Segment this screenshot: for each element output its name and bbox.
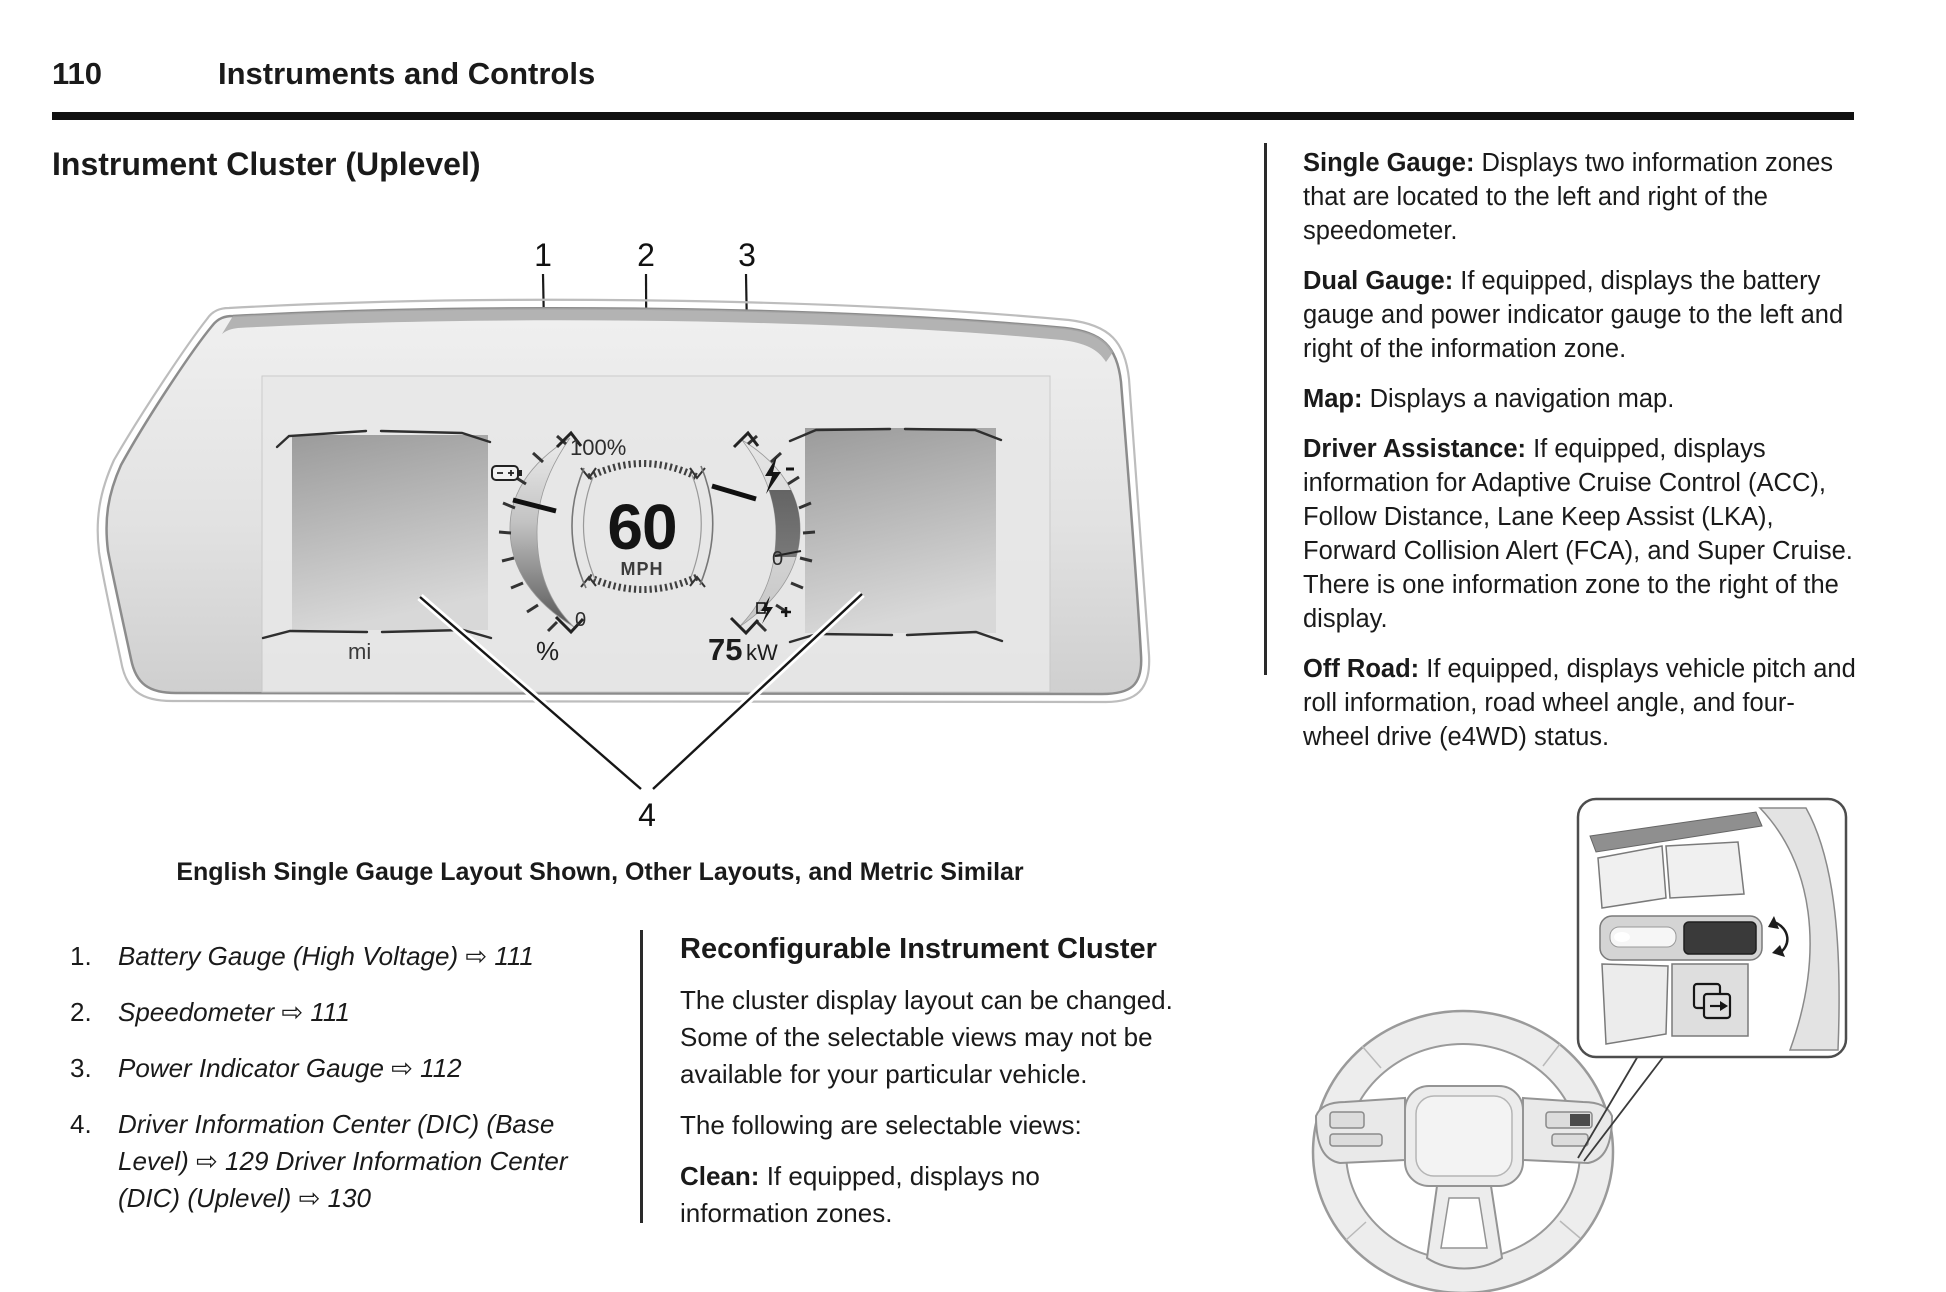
view-lead: Single Gauge: <box>1303 149 1475 177</box>
battery-min-label: 0 <box>575 609 587 631</box>
callout-4-label: 4 <box>638 797 656 833</box>
wheel-lower-spoke-cutout <box>1441 1198 1487 1248</box>
legend-item-1 <box>70 926 630 975</box>
power-unit: kW <box>746 640 778 665</box>
wheel-left-spoke <box>1316 1098 1405 1163</box>
right-info-zone <box>790 428 1002 642</box>
speed-unit: MPH <box>620 559 664 579</box>
left-info-zone-area <box>292 435 488 630</box>
left-spoke-button <box>1330 1134 1382 1146</box>
view-lead: Map: <box>1303 385 1363 413</box>
view-text: Displays a navigation map. <box>1362 385 1675 413</box>
wheel-right-spoke <box>1523 1098 1612 1163</box>
legend-item-text: Speedometer ⇨ 111 <box>118 997 350 1027</box>
right-info-zone-area <box>805 428 996 633</box>
view-lead: Off Road: <box>1303 655 1420 683</box>
legend-item-number: 3. <box>70 1053 92 1083</box>
reconfigurable-section <box>680 932 1195 1246</box>
legend-item-number: 2. <box>70 997 92 1027</box>
selectable-views-section <box>1303 146 1856 770</box>
steering-wheel <box>1313 1011 1613 1292</box>
view-lead: Driver Assistance: <box>1303 435 1527 463</box>
legend-item-text: Power Indicator Gauge ⇨ 112 <box>118 1053 462 1083</box>
view-dual-gauge <box>1303 264 1856 366</box>
legend-item-text: Driver Information Center (DIC) (Base Level) ⇨ 129 Driver Information Center (DIC) (Uplevel) ⇨ 130 <box>118 1109 568 1213</box>
view-map <box>1303 382 1856 416</box>
inset-top-button-right <box>1666 842 1744 898</box>
steering-wheel-figure <box>1290 772 1946 1292</box>
inset-bottom-button-left <box>1602 964 1668 1044</box>
view-off-road <box>1303 652 1856 754</box>
figure-caption: English Single Gauge Layout Shown, Other Layouts, and Metric Similar <box>176 858 1024 886</box>
inset-rocker-highlight <box>1614 932 1630 942</box>
page-number: 110 <box>52 56 103 91</box>
view-driver-assistance <box>1303 432 1856 636</box>
view-text: If equipped, displays vehicle pitch and roll information, road wheel angle, and four-wheel drive (e4WD) status. <box>1303 655 1856 751</box>
legend-item-3 <box>70 1050 630 1087</box>
controls-inset <box>1578 799 1846 1161</box>
view-text: If equipped, displays information for Adaptive Cruise Control (ACC), Follow Distance, Lane Keep Assist (LKA), Forward Collision Alert (FCA), and Super Cruise. There is one information zone to the right of the display. <box>1303 435 1853 633</box>
legend-item-4 <box>70 1106 630 1217</box>
wheel-airbag-pad <box>1416 1096 1512 1176</box>
callout-3-label: 3 <box>738 237 756 273</box>
view-text: If equipped, displays the battery gauge and power indicator gauge to the left and right of the information zone. <box>1303 267 1844 363</box>
battery-icon <box>492 466 522 480</box>
column-divider-left <box>640 930 643 1223</box>
column-divider-right <box>1264 143 1267 675</box>
legend-item-number: 4. <box>70 1109 92 1139</box>
speed-value: 60 <box>607 491 677 563</box>
view-lead: Dual Gauge: <box>1303 267 1454 295</box>
battery-unit-label: % <box>536 636 560 666</box>
view-text: Displays two information zones that are located to the left and right of the speedometer. <box>1303 149 1834 245</box>
left-spoke-button <box>1330 1112 1364 1128</box>
legend-item-2 <box>70 994 630 1031</box>
callout-1-label: 1 <box>534 237 552 273</box>
view-clean <box>680 1158 1100 1232</box>
left-zone-unit-label: mi <box>348 639 372 664</box>
instrument-cluster-figure <box>0 0 1250 860</box>
reconfigurable-heading: Reconfigurable Instrument Cluster <box>680 933 1157 965</box>
view-clean-lead: Clean: <box>680 1161 760 1191</box>
figure-legend <box>70 926 630 1236</box>
reconfigurable-para-1: The cluster display layout can be changed. Some of the selectable views may not be available for your particular vehicle. <box>680 985 1173 1089</box>
view-clean-text: If equipped, displays no information zones. <box>680 1161 1040 1228</box>
power-zero-label: 0 <box>772 548 784 570</box>
legend-item-number: 1. <box>70 941 92 971</box>
view-single-gauge <box>1303 146 1856 248</box>
right-spoke-dark-slot <box>1570 1114 1590 1126</box>
callout-2-label: 2 <box>637 237 655 273</box>
legend-item-text: Battery Gauge (High Voltage) ⇨ 111 <box>118 941 534 971</box>
inset-rocker-dark-pad <box>1684 922 1756 954</box>
reconfigurable-para-2: The following are selectable views: <box>680 1110 1082 1140</box>
right-spoke-button <box>1552 1134 1588 1146</box>
section-title: Instrument Cluster (Uplevel) <box>52 146 481 182</box>
chapter-title: Instruments and Controls <box>218 56 596 91</box>
power-value: 75 <box>708 632 743 667</box>
battery-max-label: 100% <box>570 435 627 460</box>
